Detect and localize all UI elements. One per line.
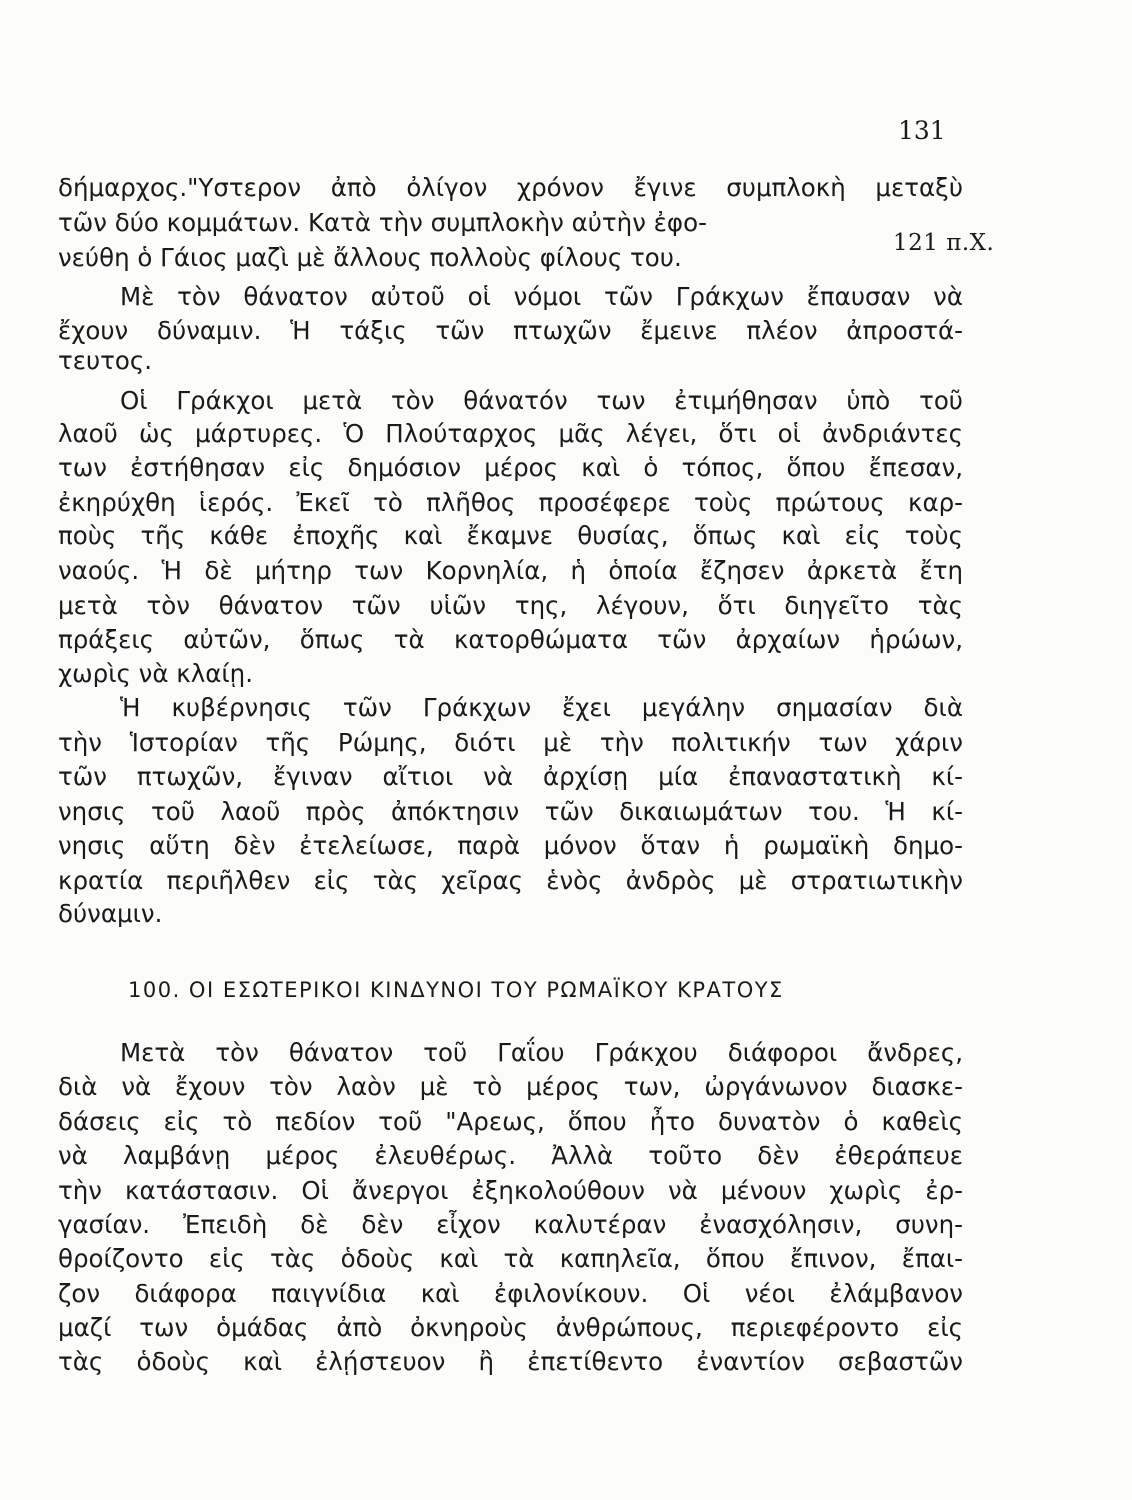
- text-line: των ἐστήθησαν εἰς δημόσιον μέρος καὶ ὁ τόπος, ὅπου ἔπεσαν,: [58, 453, 963, 482]
- text-line: διὰ νὰ ἔχουν τὸν λαὸν μὲ τὸ μέρος των, ὠργάνωνον διασκε-: [58, 1072, 963, 1101]
- text-line: νεύθη ὁ Γάιος μαζὶ μὲ ἄλλους πολλοὺς φίλους του.: [58, 243, 682, 272]
- text-line: ποὺς τῆς κάθε ἐποχῆς καὶ ἔκαμνε θυσίας, ὅπως καὶ εἰς τοὺς: [58, 521, 963, 550]
- text-line: νὰ λαμβάνῃ μέρος ἐλευθέρως. Ἀλλὰ τοῦτο δὲν ἐθεράπευε: [58, 1141, 963, 1170]
- text-line: θροίζοντο εἰς τὰς ὁδοὺς καὶ τὰ καπηλεῖα, ὅπου ἔπινον, ἔπαι-: [58, 1244, 963, 1273]
- text-line: ζον διάφορα παιγνίδια καὶ ἐφιλονίκουν. Οἱ νέοι ἐλάμβανον: [58, 1279, 963, 1308]
- text-line: δύναμιν.: [58, 899, 163, 928]
- text-line: ἐκηρύχθη ἱερός. Ἐκεῖ τὸ πλῆθος προσέφερε τοὺς πρώτους καρ-: [58, 488, 963, 517]
- text-line: τὰς ὁδοὺς καὶ ἐλῄστευον ἢ ἐπετίθεντο ἐναντίον σεβαστῶν: [58, 1347, 963, 1376]
- text-line: ναούς. Ἡ δὲ μήτηρ των Κορνηλία, ἡ ὁποία ἔζησεν ἀρκετὰ ἔτη: [58, 556, 963, 585]
- text-line: χωρὶς νὰ κλαίῃ.: [58, 659, 253, 688]
- text-line: τῶν δύο κομμάτων. Κατὰ τὴν συμπλοκὴν αὐτὴν ἐφο-: [58, 208, 707, 237]
- section-heading: 100. ΟΙ ΕΣΩΤΕΡΙΚΟΙ ΚΙΝΔΥΝΟΙ ΤΟΥ ΡΩΜΑΪΚΟΥ ΚΡΑΤΟΥΣ: [128, 978, 784, 1002]
- text-line: κρατία περιῆλθεν εἰς τὰς χεῖρας ἑνὸς ἀνδρὸς μὲ στρατιωτικὴν: [58, 866, 963, 895]
- text-line: νησις αὕτη δὲν ἐτελείωσε, παρὰ μόνον ὅταν ἡ ρωμαϊκὴ δημο-: [58, 831, 963, 860]
- text-line: τὴν Ἱστορίαν τῆς Ρώμης, διότι μὲ τὴν πολιτικήν των χάριν: [58, 728, 963, 757]
- text-line: Ἡ κυβέρνησις τῶν Γράκχων ἔχει μεγάλην σημασίαν διὰ: [120, 693, 963, 722]
- text-line: πράξεις αὐτῶν, ὅπως τὰ κατορθώματα τῶν ἀρχαίων ἡρώων,: [58, 625, 963, 654]
- text-line: Οἱ Γράκχοι μετὰ τὸν θάνατόν των ἐτιμήθησαν ὑπὸ τοῦ: [120, 386, 963, 415]
- text-line: Μὲ τὸν θάνατον αὐτοῦ οἱ νόμοι τῶν Γράκχων ἔπαυσαν νὰ: [120, 282, 963, 311]
- text-line: δάσεις εἰς τὸ πεδίον τοῦ "Αρεως, ὅπου ἦτο δυνατὸν ὁ καθεὶς: [58, 1107, 963, 1136]
- text-line: τευτος.: [58, 346, 153, 375]
- margin-note-date: 121 π.Χ.: [893, 230, 995, 256]
- text-line: λαοῦ ὡς μάρτυρες. Ὁ Πλούταρχος μᾶς λέγει, ὅτι οἱ ἀνδριάντες: [58, 419, 963, 448]
- text-line: γασίαν. Ἐπειδὴ δὲ δὲν εἶχον καλυτέραν ἐνασχόλησιν, συνη-: [58, 1210, 963, 1239]
- text-line: Μετὰ τὸν θάνατον τοῦ Γαΐου Γράκχου διάφοροι ἄνδρες,: [120, 1038, 963, 1067]
- page-number: 131: [898, 116, 946, 145]
- text-line: μετὰ τὸν θάνατον τῶν υἱῶν της, λέγουν, ὅτι διηγεῖτο τὰς: [58, 591, 963, 620]
- text-line: νησις τοῦ λαοῦ πρὸς ἀπόκτησιν τῶν δικαιωμάτων του. Ἡ κί-: [58, 797, 963, 826]
- text-line: τῶν πτωχῶν, ἔγιναν αἴτιοι νὰ ἀρχίσῃ μία ἐπαναστατικὴ κί-: [58, 762, 963, 791]
- text-line: ἔχουν δύναμιν. Ἡ τάξις τῶν πτωχῶν ἔμεινε πλέον ἀπροστά-: [58, 316, 963, 345]
- text-line: τὴν κατάστασιν. Οἱ ἄνεργοι ἐξηκολούθουν νὰ μένουν χωρὶς ἐρ-: [58, 1176, 963, 1205]
- text-line: δήμαρχος."Υστερον ἀπὸ ὀλίγον χρόνον ἔγινε συμπλοκὴ μεταξὺ: [58, 173, 963, 202]
- text-line: μαζί των ὁμάδας ἀπὸ ὀκνηροὺς ἀνθρώπους, περιεφέροντο εἰς: [58, 1313, 963, 1342]
